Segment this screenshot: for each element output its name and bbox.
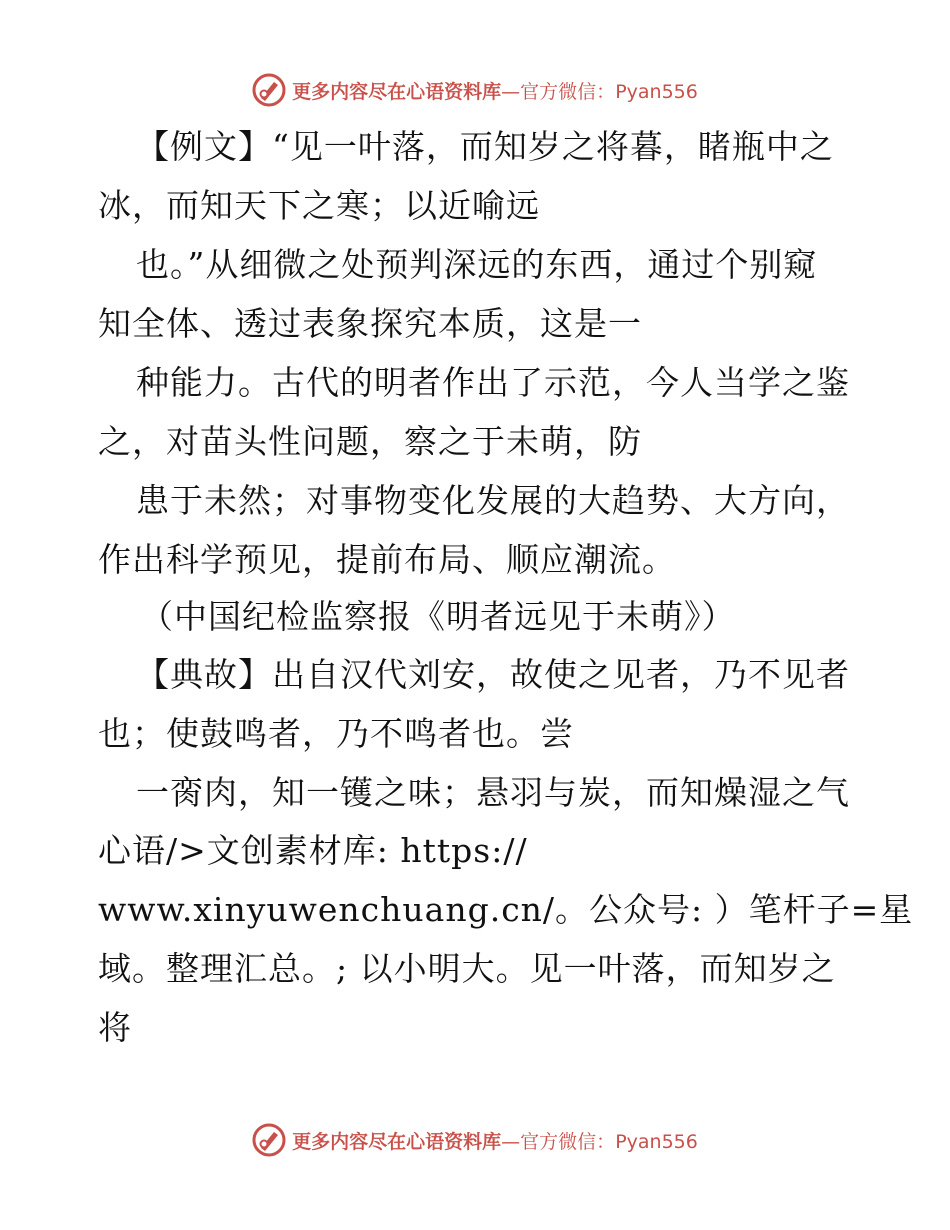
body-line-11: 也；使鼓鸣者，乃不鸣者也。尝	[98, 714, 574, 753]
body-line-2: 冰，而知天下之寒；以近喻远	[98, 186, 540, 225]
body-line-14: www.xinyuwenchuang.cn/。公众号: ）笔杆子=星	[98, 890, 914, 929]
body-line-13: 心语/>文创素材库: https://	[98, 831, 528, 870]
header-official-text: 官方微信：	[520, 80, 616, 103]
body-line-10: 【典故】出自汉代刘安，故使之见者，乃不见者	[136, 655, 850, 694]
body-line-12: 一脔肉，知一镬之味；悬羽与炭，而知燥湿之气	[136, 773, 850, 812]
footer-official-text: 官方微信：	[520, 1130, 616, 1153]
footer-brand-text: 更多内容尽在心语资料库	[292, 1130, 502, 1153]
footer-banner	[0, 1118, 950, 1162]
body-line-8: 作出科学预见，提前布局、顺应潮流。	[98, 540, 676, 579]
body-line-5: 种能力。古代的明者作出了示范，今人当学之鉴	[136, 363, 850, 402]
header-brand-text: 更多内容尽在心语资料库	[292, 80, 502, 103]
body-line-7: 患于未然；对事物变化发展的大趋势、大方向，	[136, 481, 850, 520]
body-line-4: 知全体、透过表象探究本质，这是一	[98, 304, 642, 343]
footer-wechat-id: Pyan556	[615, 1130, 698, 1153]
body-line-3: 也。”从细微之处预判深远的东西，通过个别窥	[136, 245, 818, 284]
header-wechat-id: Pyan556	[615, 80, 698, 103]
pen-logo-icon	[252, 1123, 286, 1157]
footer-banner-text	[292, 1127, 698, 1154]
body-line-1: 【例文】“见一叶落，而知岁之将暮，睹瓶中之	[136, 127, 834, 166]
body-line-6: 之，对苗头性问题，察之于未萌，防	[98, 422, 642, 461]
body-line-16: 将	[98, 1008, 132, 1047]
footer-dash: —	[501, 1130, 521, 1153]
source-citation: （中国纪检监察报《明者远见于未萌》）	[140, 597, 736, 636]
body-line-15: 域。整理汇总。; 以小明大。见一叶落，而知岁之	[98, 949, 836, 988]
header-dash: —	[501, 80, 521, 103]
